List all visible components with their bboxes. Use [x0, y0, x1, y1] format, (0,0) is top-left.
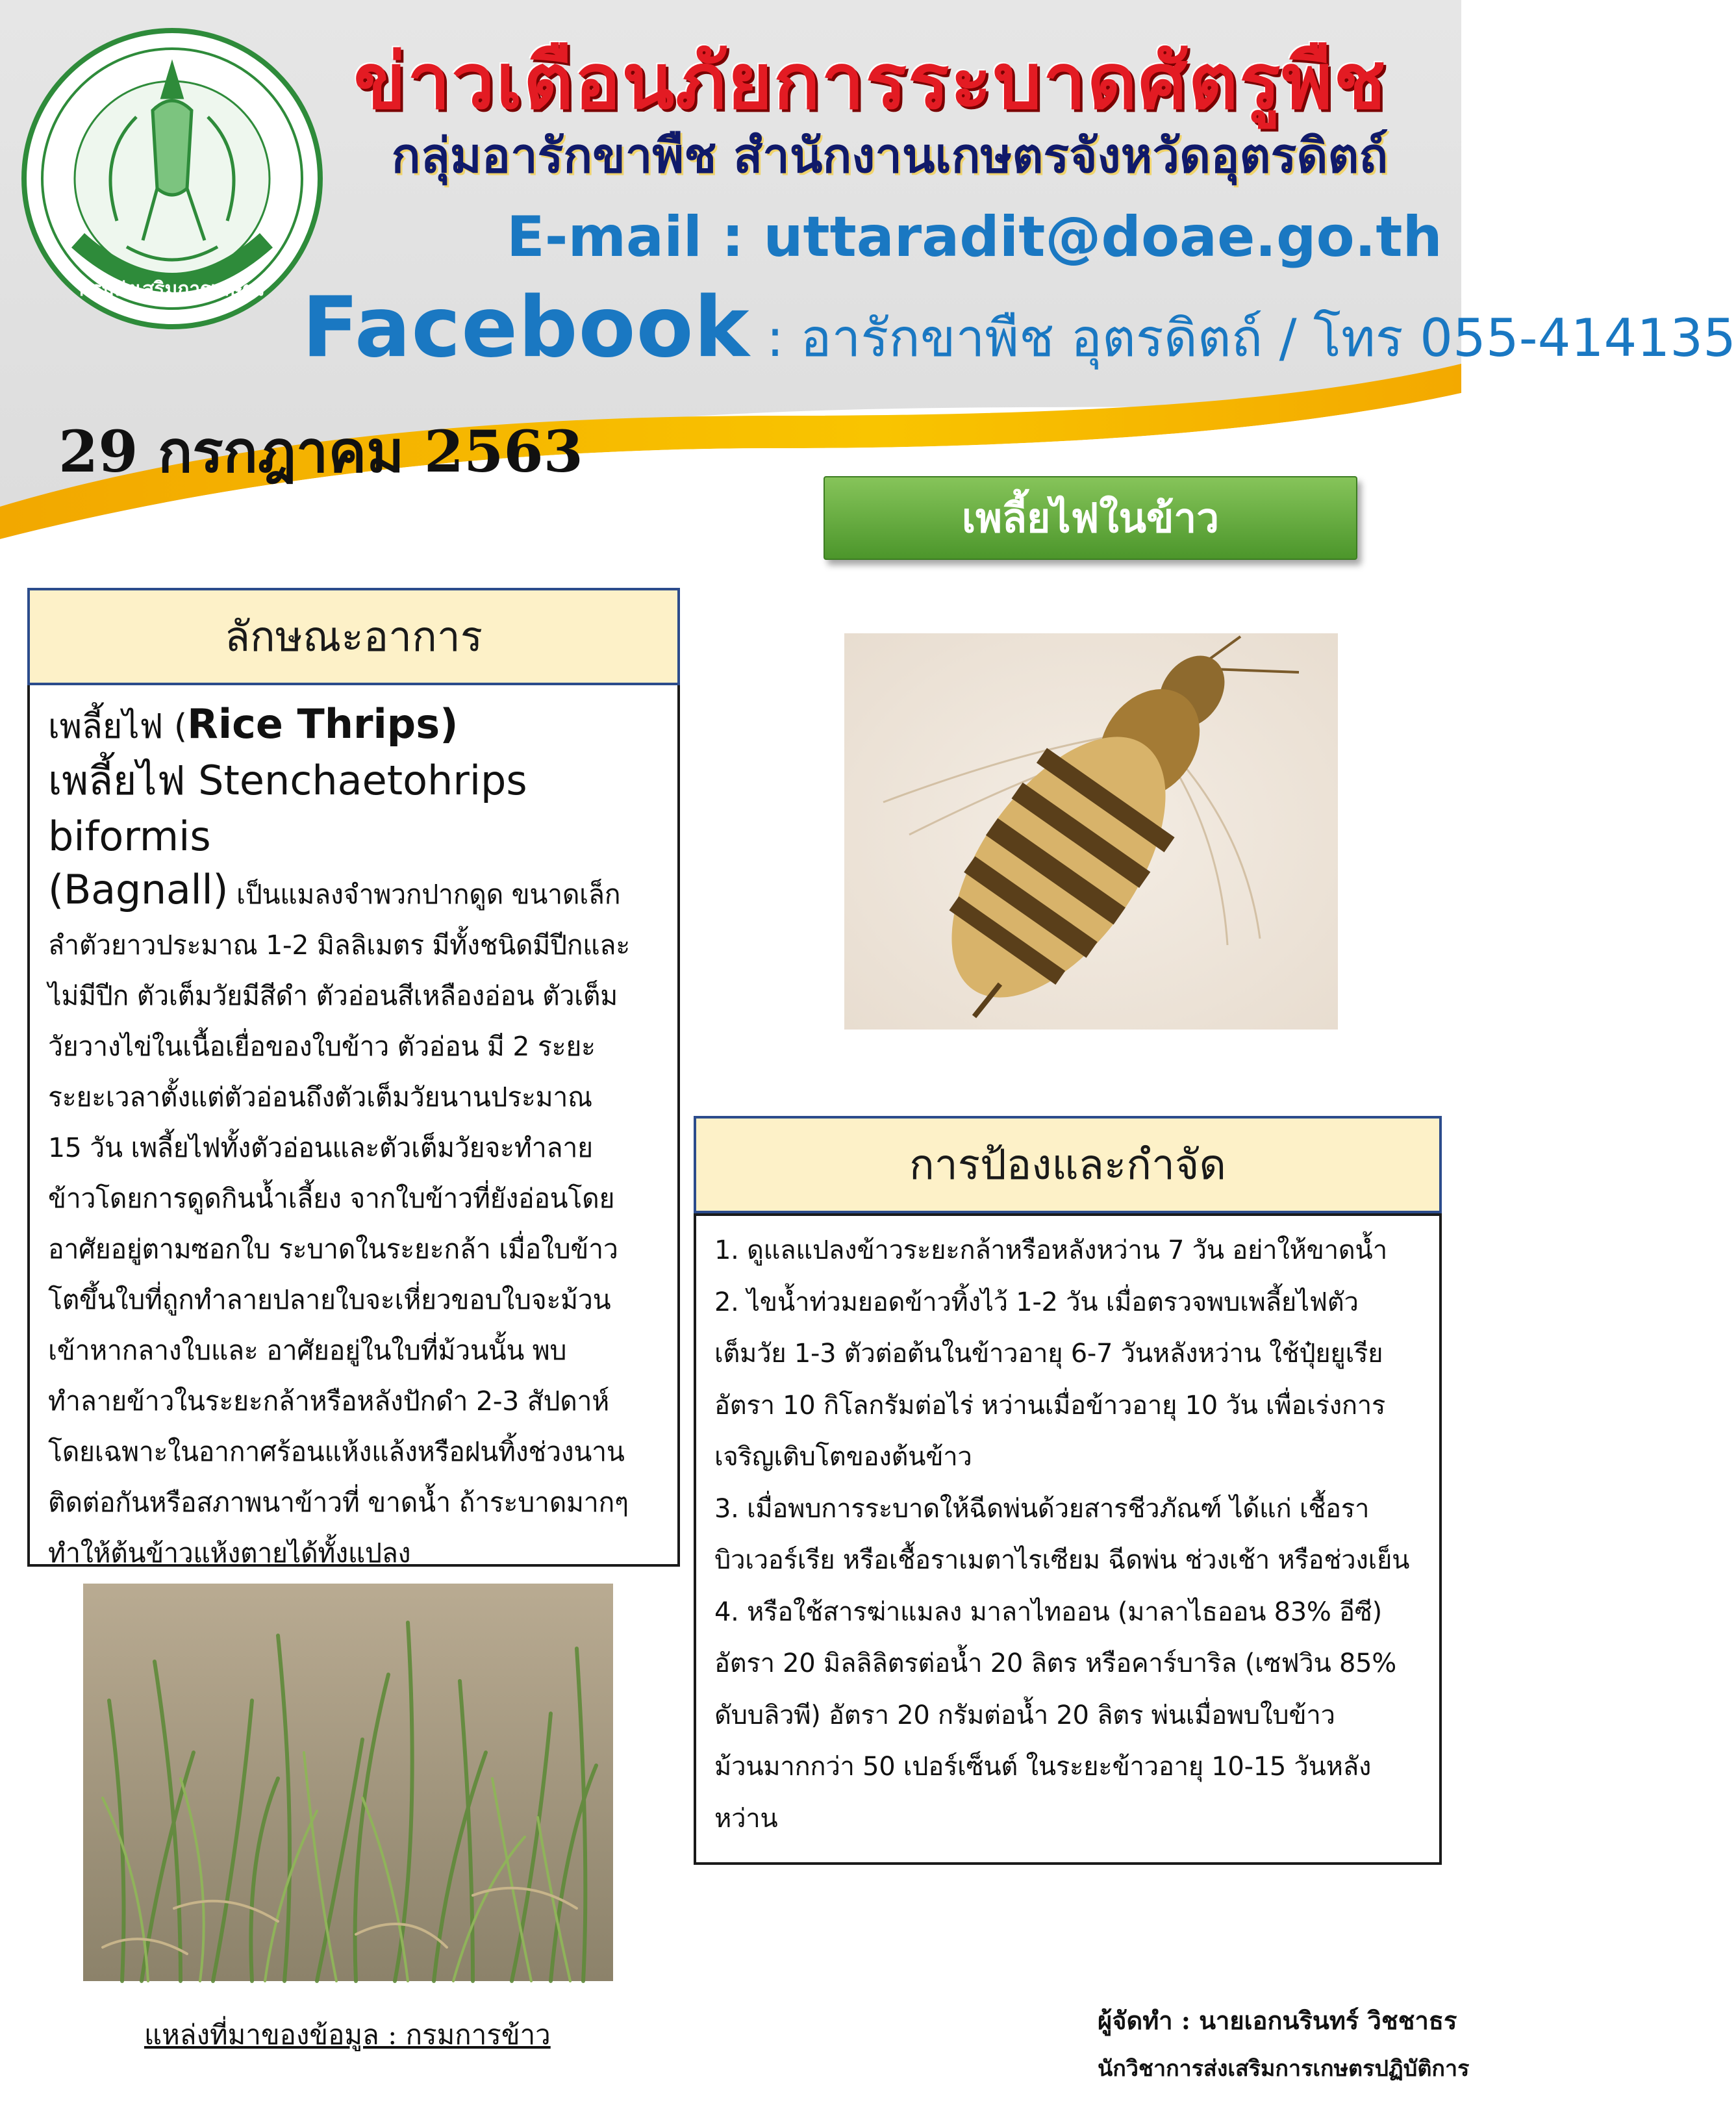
symptoms-heading: ลักษณะอาการ: [27, 588, 680, 685]
symptoms-line: ทำลายข้าวในระยะกล้าหรือหลังปักดำ 2-3 สัปดาห์: [48, 1385, 609, 1417]
author-position: นักวิชาการส่งเสริมการเกษตรปฏิบัติการ: [1098, 2056, 1470, 2082]
bulletin-subtitle: กลุ่มอารักขาพืช สำนักงานเกษตรจังหวัดอุตรดิตถ์: [391, 128, 1389, 184]
symptoms-line: วัยวางไข่ในเนื้อเยื่อของใบข้าว ตัวอ่อน มี 2 ระยะ: [48, 1031, 596, 1062]
topic-banner: เพลี้ยไฟในข้าว: [824, 476, 1357, 560]
control-line: 2. ไขน้ำท่วมยอดข้าวทิ้งไว้ 1-2 วัน เมื่อตรวจพบเพลี้ยไฟตัว: [714, 1287, 1359, 1317]
symptoms-line: ทำให้ต้นข้าวแห้งตายได้ทั้งแปลง: [48, 1537, 411, 1569]
symptoms-title-english: Rice Thrips): [187, 700, 459, 748]
control-line: หว่าน: [714, 1803, 778, 1834]
control-line: 4. หรือใช้สารฆ่าแมลง มาลาไทออน (มาลาไธออน 83% อีซี): [714, 1597, 1382, 1627]
control-line: 1. ดูแลแปลงข้าวระยะกล้าหรือหลังหว่าน 7 วัน อย่าให้ขาดน้ำ: [714, 1235, 1387, 1265]
bulletin-date: 29 กรกฎาคม 2563: [58, 418, 583, 485]
control-line: เต็มวัย 1-3 ตัวต่อต้นในข้าวอายุ 6-7 วันหลังหว่าน ใช้ปุ๋ยยูเรีย: [714, 1339, 1383, 1369]
control-heading: การป้องและกำจัด: [694, 1116, 1442, 1213]
symptoms-line: ระยะเวลาตั้งแต่ตัวอ่อนถึงตัวเต็มวัยนานประมาณ: [48, 1081, 592, 1113]
symptoms-title-prefix: เพลี้ยไฟ (: [48, 707, 188, 746]
symptoms-line: โดยเฉพาะในอากาศร้อนแห้งแล้งหรือฝนทิ้งช่วงนาน: [48, 1436, 625, 1467]
facebook-label: Facebook: [302, 279, 750, 376]
author-citation: (Bagnall): [48, 866, 229, 913]
symptoms-box: [27, 685, 680, 1567]
symptoms-line: ติดต่อกันหรือสภาพนาข้าวที่ ขาดน้ำ ถ้าระบาดมากๆ: [48, 1487, 629, 1518]
department-logo: [19, 26, 325, 331]
symptoms-line: 15 วัน เพลี้ยไฟทั้งตัวอ่อนและตัวเต็มวัยจะทำลาย: [48, 1132, 593, 1163]
symptoms-line: ไม่มีปีก ตัวเต็มวัยมีสีดำ ตัวอ่อนสีเหลืองอ่อน ตัวเต็ม: [48, 980, 618, 1011]
scientific-name-line: เพลี้ยไฟ Stenchaetohrips biformis: [48, 757, 527, 860]
symptoms-paragraph: [48, 865, 659, 1578]
symptoms-line: เข้าหากลางใบและ อาศัยอยู่ในใบที่ม้วนนั้น พบ: [48, 1335, 567, 1366]
rice-field-photo: [83, 1584, 613, 1981]
symptoms-line: โตขึ้นใบที่ถูกทำลายปลายใบจะเหี่ยวขอบใบจะม้วน: [48, 1284, 611, 1315]
symptoms-title-line: [48, 698, 659, 753]
symptoms-line: ลำตัวยาวประมาณ 1-2 มิลลิเมตร มีทั้งชนิดมีปีกและ: [48, 929, 630, 961]
contact-email: E-mail : uttaradit@doae.go.th: [507, 205, 1442, 270]
symptoms-line: ข้าวโดยการดูดกินน้ำเลี้ยง จากใบข้าวที่ยังอ่อนโดย: [48, 1183, 615, 1214]
symptoms-line-text: เป็นแมลงจำพวกปากดูด ขนาดเล็ก: [228, 879, 621, 910]
control-line: 3. เมื่อพบการระบาดให้ฉีดพ่นด้วยสารชีวภัณฑ์ ได้แก่ เชื้อรา: [714, 1493, 1370, 1524]
control-line: เจริญเติบโตของต้นข้าว: [714, 1442, 972, 1472]
control-line: อัตรา 20 มิลลิลิตรต่อน้ำ 20 ลิตร หรือคาร์บาริล (เซฟวิน 85%: [714, 1649, 1396, 1678]
author-name: ผู้จัดทำ : นายเอกนรินทร์ วิชชาธร: [1098, 2006, 1457, 2035]
control-line: ดับบลิวพี) อัตรา 20 กรัมต่อน้ำ 20 ลิตร พ่นเมื่อพบใบข้าว: [714, 1700, 1335, 1730]
thrips-photo: [844, 633, 1338, 1030]
control-line: ม้วนมากกว่า 50 เปอร์เซ็นต์ ในระยะข้าวอายุ 10-15 วันหลัง: [714, 1752, 1372, 1782]
control-box: [694, 1213, 1442, 1865]
symptoms-line: [48, 865, 659, 920]
logo-text: กรมส่งเสริมการเกษตร: [79, 278, 266, 301]
facebook-contact: [302, 279, 1736, 379]
control-line: บิวเวอร์เรีย หรือเชื้อราเมตาไรเซียม ฉีดพ่น ช่วงเช้า หรือช่วงเย็น: [714, 1545, 1410, 1575]
data-source: แหล่งที่มาของข้อมูล : กรมการข้าว: [144, 2019, 551, 2051]
control-line: อัตรา 10 กิโลกรัมต่อไร่ หว่านเมื่อข้าวอายุ 10 วัน เพื่อเร่งการ: [714, 1390, 1386, 1421]
bulletin-title: ข่าวเตือนภัยการระบาดศัตรูพืช: [353, 36, 1387, 126]
facebook-details: : อารักขาพืช อุตรดิตถ์ / โทร 055-414135: [749, 308, 1736, 368]
symptoms-line: อาศัยอยู่ตามซอกใบ ระบาดในระยะกล้า เมื่อใบข้าว: [48, 1233, 618, 1265]
